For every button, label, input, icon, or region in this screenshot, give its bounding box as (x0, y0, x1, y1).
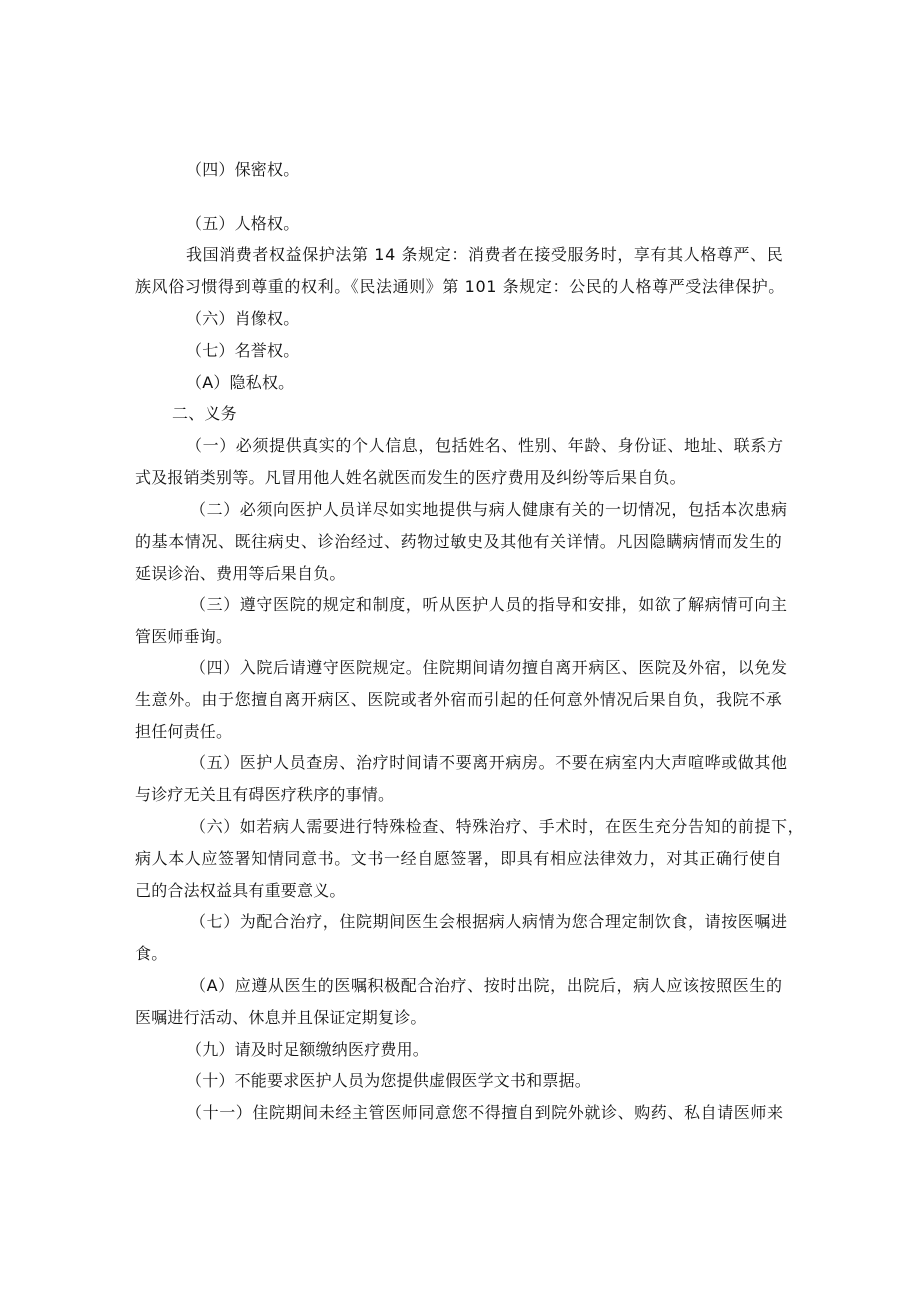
paragraph-line: （六）如若病人需要进行特殊检查、特殊治疗、手术时，在医生充分告知的前提下， (190, 817, 805, 836)
paragraph-line: （十）不能要求医护人员为您提供虚假医学文书和票据。 (186, 1071, 592, 1090)
paragraph-line: （二）必须向医护人员详尽如实地提供与病人健康有关的一切情况，包括本次患病 (190, 500, 788, 519)
paragraph-line: 式及报销类别等。凡冒用他人姓名就医而发生的医疗费用及纠纷等后果自负。 (135, 468, 686, 487)
paragraph-line: 延误诊治、费用等后果自负。 (135, 564, 346, 583)
paragraph-line: （七）为配合治疗，住院期间医生会根据病人病情为您合理定制饮食，请按医嘱进 (190, 912, 788, 931)
section-item-confidentiality: （四）保密权。 (186, 160, 300, 179)
paragraph-line: 医嘱进行活动、休息并且保证定期复诊。 (135, 1008, 427, 1027)
section-item-reputation-right: （七）名誉权。 (186, 341, 300, 360)
section-item-personality-right: （五）人格权。 (186, 214, 300, 233)
section-item-portrait-right: （六）肖像权。 (186, 309, 300, 328)
paragraph-line: 生意外。由于您擅自离开病区、医院或者外宿而引起的任何意外情况后果自负，我院不承 (135, 690, 783, 709)
paragraph-line: （A）应遵从医生的医嘱积极配合治疗、按时出院，出院后，病人应该按照医生的 (190, 976, 783, 995)
paragraph-line: 族风俗习惯得到尊重的权利。《民法通则》第 101 条规定：公民的人格尊严受法律保护。 (135, 277, 785, 296)
paragraph-line: 的基本情况、既往病史、诊治经过、药物过敏史及其他有关详情。凡因隐瞒病情而发生的 (135, 532, 783, 551)
paragraph-line: 我国消费者权益保护法第 14 条规定：消费者在接受服务时，享有其人格尊严、民 (186, 245, 784, 264)
paragraph-line: （一）必须提供真实的个人信息，包括姓名、性别、年龄、身份证、地址、联系方 (186, 436, 784, 455)
paragraph-line: （九）请及时足额缴纳医疗费用。 (186, 1040, 430, 1059)
paragraph-line: （四）入院后请遵守医院规定。住院期间请勿擅自离开病区、医院及外宿，以免发 (190, 658, 788, 677)
paragraph-line: 食。 (135, 944, 168, 963)
paragraph-line: （十一）住院期间未经主管医师同意您不得擅自到院外就诊、购药、私自请医师来 (186, 1103, 784, 1122)
paragraph-line: 管医师垂询。 (135, 627, 233, 646)
paragraph-line: （五）医护人员查房、治疗时间请不要离开病房。不要在病室内大声喧哗或做其他 (190, 753, 788, 772)
paragraph-line: 己的合法权益具有重要意义。 (135, 881, 346, 900)
paragraph-line: 病人本人应签署知情同意书。文书一经自愿签署，即具有相应法律效力，对其正确行使自 (135, 849, 783, 868)
section-item-privacy-right: （A）隐私权。 (186, 373, 295, 392)
paragraph-line: 担任何责任。 (135, 722, 233, 741)
paragraph-line: 与诊疗无关且有碍医疗秩序的事情。 (135, 785, 395, 804)
paragraph-line: （三）遵守医院的规定和制度，听从医护人员的指导和安排，如欲了解病情可向主 (190, 595, 788, 614)
section-heading-obligations: 二、义务 (172, 404, 237, 423)
